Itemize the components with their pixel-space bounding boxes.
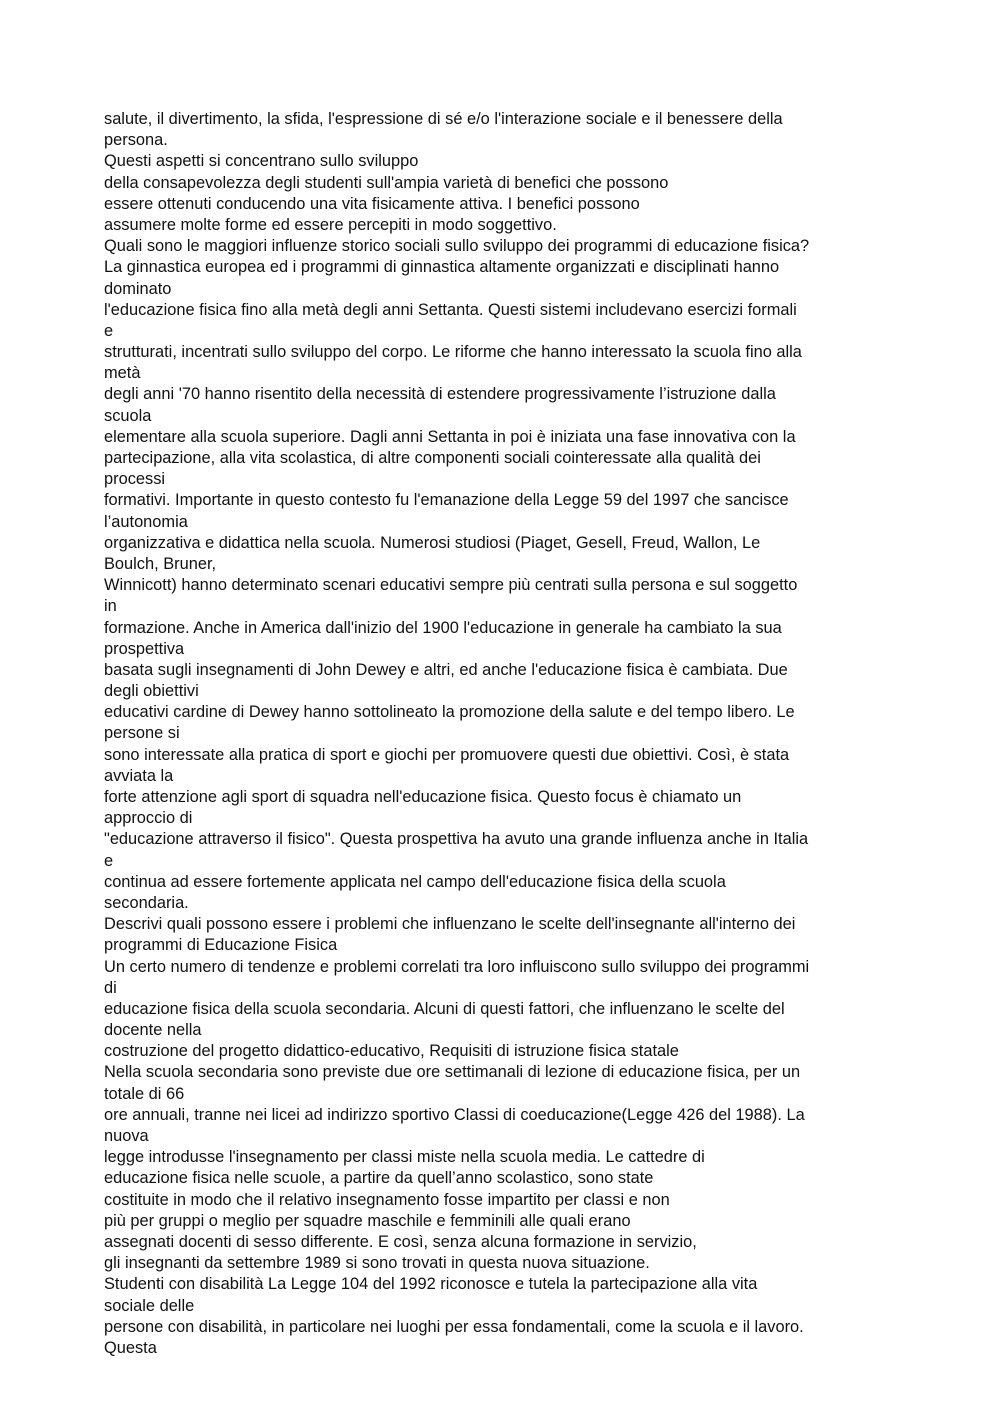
text-line: formativi. Importante in questo contesto fu l'emanazione della Legge 59 del 1997 che sancisce [104, 491, 789, 510]
text-line: approccio di [104, 809, 193, 828]
text-line: e [104, 321, 114, 340]
text-line: della consapevolezza degli studenti sull'ampia varietà di benefici che possono [104, 173, 669, 192]
text-line: processi [104, 470, 166, 489]
text-line: Boulch, Bruner, [104, 554, 217, 573]
text-line: degli anni '70 hanno risentito della necessità di estendere progressivamente l’istruzione dalla [104, 385, 776, 404]
text-line: ore annuali, tranne nei licei ad indirizzo sportivo Classi di coeducazione(Legge 426 del 1988). La [104, 1105, 805, 1124]
text-line: l’autonomia [104, 512, 188, 531]
text-line: elementare alla scuola superiore. Dagli anni Settanta in poi è iniziata una fase innovativa con la [104, 427, 796, 446]
text-line: "educazione attraverso il fisico". Questa prospettiva ha avuto una grande influenza anche in Italia [104, 830, 809, 849]
text-line: di [104, 978, 117, 997]
text-line: persone con disabilità, in particolare nei luoghi per essa fondamentali, come la scuola e il lavoro. [104, 1317, 804, 1336]
text-line: gli insegnanti da settembre 1989 si sono trovati in questa nuova situazione. [104, 1254, 650, 1273]
text-line: persona. [104, 131, 168, 150]
text-line: costruzione del progetto didattico-educativo, Requisiti di istruzione fisica statale [104, 1042, 679, 1061]
text-line: Questi aspetti si concentrano sullo sviluppo [104, 152, 419, 171]
text-line: in [104, 597, 117, 616]
text-line: partecipazione, alla vita scolastica, di altre componenti sociali cointeressate alla qualità dei [104, 449, 761, 467]
text-line: metà [104, 364, 141, 383]
text-line: strutturati, incentrati sullo sviluppo del corpo. Le riforme che hanno interessato la scuola fino alla [104, 343, 802, 362]
text-line: persone si [104, 724, 180, 743]
text-line: assumere molte forme ed essere percepiti in modo soggettivo. [104, 215, 557, 234]
text-line: continua ad essere fortemente applicata nel campo dell'educazione fisica della scuola [104, 872, 726, 891]
text-line: sociale delle [104, 1296, 195, 1315]
text-line: Un certo numero di tendenze e problemi correlati tra loro influiscono sullo sviluppo dei programmi [104, 957, 810, 976]
text-line: educazione fisica della scuola secondaria. Alcuni di questi fattori, che influenzano le scelte del [104, 999, 785, 1018]
text-line: educativi cardine di Dewey hanno sottolineato la promozione della salute e del tempo libero. Le [104, 703, 795, 722]
text-line: Winnicott) hanno determinato scenari educativi sempre più centrati sulla persona e sul soggetto [104, 576, 798, 595]
document-body-text [104, 109, 984, 1359]
text-line: organizzativa e didattica nella scuola. Numerosi studiosi (Piaget, Gesell, Freud, Wallon, Le [104, 533, 761, 552]
text-line: assegnati docenti di sesso differente. E così, senza alcuna formazione in servizio, [104, 1232, 697, 1251]
text-line: più per gruppi o meglio per squadre maschile e femminili alle quali erano [104, 1211, 631, 1230]
text-line: prospettiva [104, 639, 185, 658]
text-line: sono interessate alla pratica di sport e giochi per promuovere questi due obiettivi. Così, è stata [104, 745, 790, 764]
text-line: La ginnastica europea ed i programmi di ginnastica altamente organizzati e disciplinati hanno [104, 258, 780, 277]
text-line: degli obiettivi [104, 682, 199, 701]
text-line: Descrivi quali possono essere i problemi che influenzano le scelte dell'insegnante all'interno dei [104, 915, 796, 934]
text-line: nuova [104, 1127, 149, 1145]
text-line: Nella scuola secondaria sono previste due ore settimanali di lezione di educazione fisica, per un [104, 1063, 801, 1082]
text-line: forte attenzione agli sport di squadra nell'educazione fisica. Questo focus è chiamato un [104, 788, 742, 806]
text-line: salute, il divertimento, la sfida, l'espressione di sé e/o l'interazione sociale e il benessere della [104, 110, 783, 128]
text-line: formazione. Anche in America dall'inizio del 1900 l'educazione in generale ha cambiato la sua [104, 618, 782, 637]
text-line: educazione fisica nelle scuole, a partire da quell’anno scolastico, sono state [104, 1169, 654, 1188]
text-line: totale di 66 [104, 1084, 185, 1103]
text-line: docente nella [104, 1021, 202, 1040]
text-line: Studenti con disabilità La Legge 104 del 1992 riconosce e tutela la partecipazione alla vita [104, 1275, 758, 1294]
text-line: Questa [104, 1338, 157, 1357]
text-line: dominato [104, 279, 172, 298]
text-line: basata sugli insegnamenti di John Dewey e altri, ed anche l'educazione fisica è cambiata. Due [104, 660, 788, 679]
text-line: essere ottenuti conducendo una vita fisicamente attiva. I benefici possono [104, 194, 640, 213]
text-line: l'educazione fisica fino alla metà degli anni Settanta. Questi sistemi includevano esercizi formali [104, 300, 797, 319]
text-line: legge introdusse l'insegnamento per classi miste nella scuola media. Le cattedre di [104, 1148, 705, 1167]
text-line: scuola [104, 406, 152, 425]
text-line: costituite in modo che il relativo insegnamento fosse impartito per classi e non [104, 1190, 670, 1209]
text-line: Quali sono le maggiori influenze storico sociali sullo sviluppo dei programmi di educazione fisica? [104, 237, 810, 256]
text-line: secondaria. [104, 893, 189, 912]
text-line: avviata la [104, 766, 174, 785]
text-line: programmi di Educazione Fisica [104, 936, 338, 955]
text-line: e [104, 851, 114, 870]
